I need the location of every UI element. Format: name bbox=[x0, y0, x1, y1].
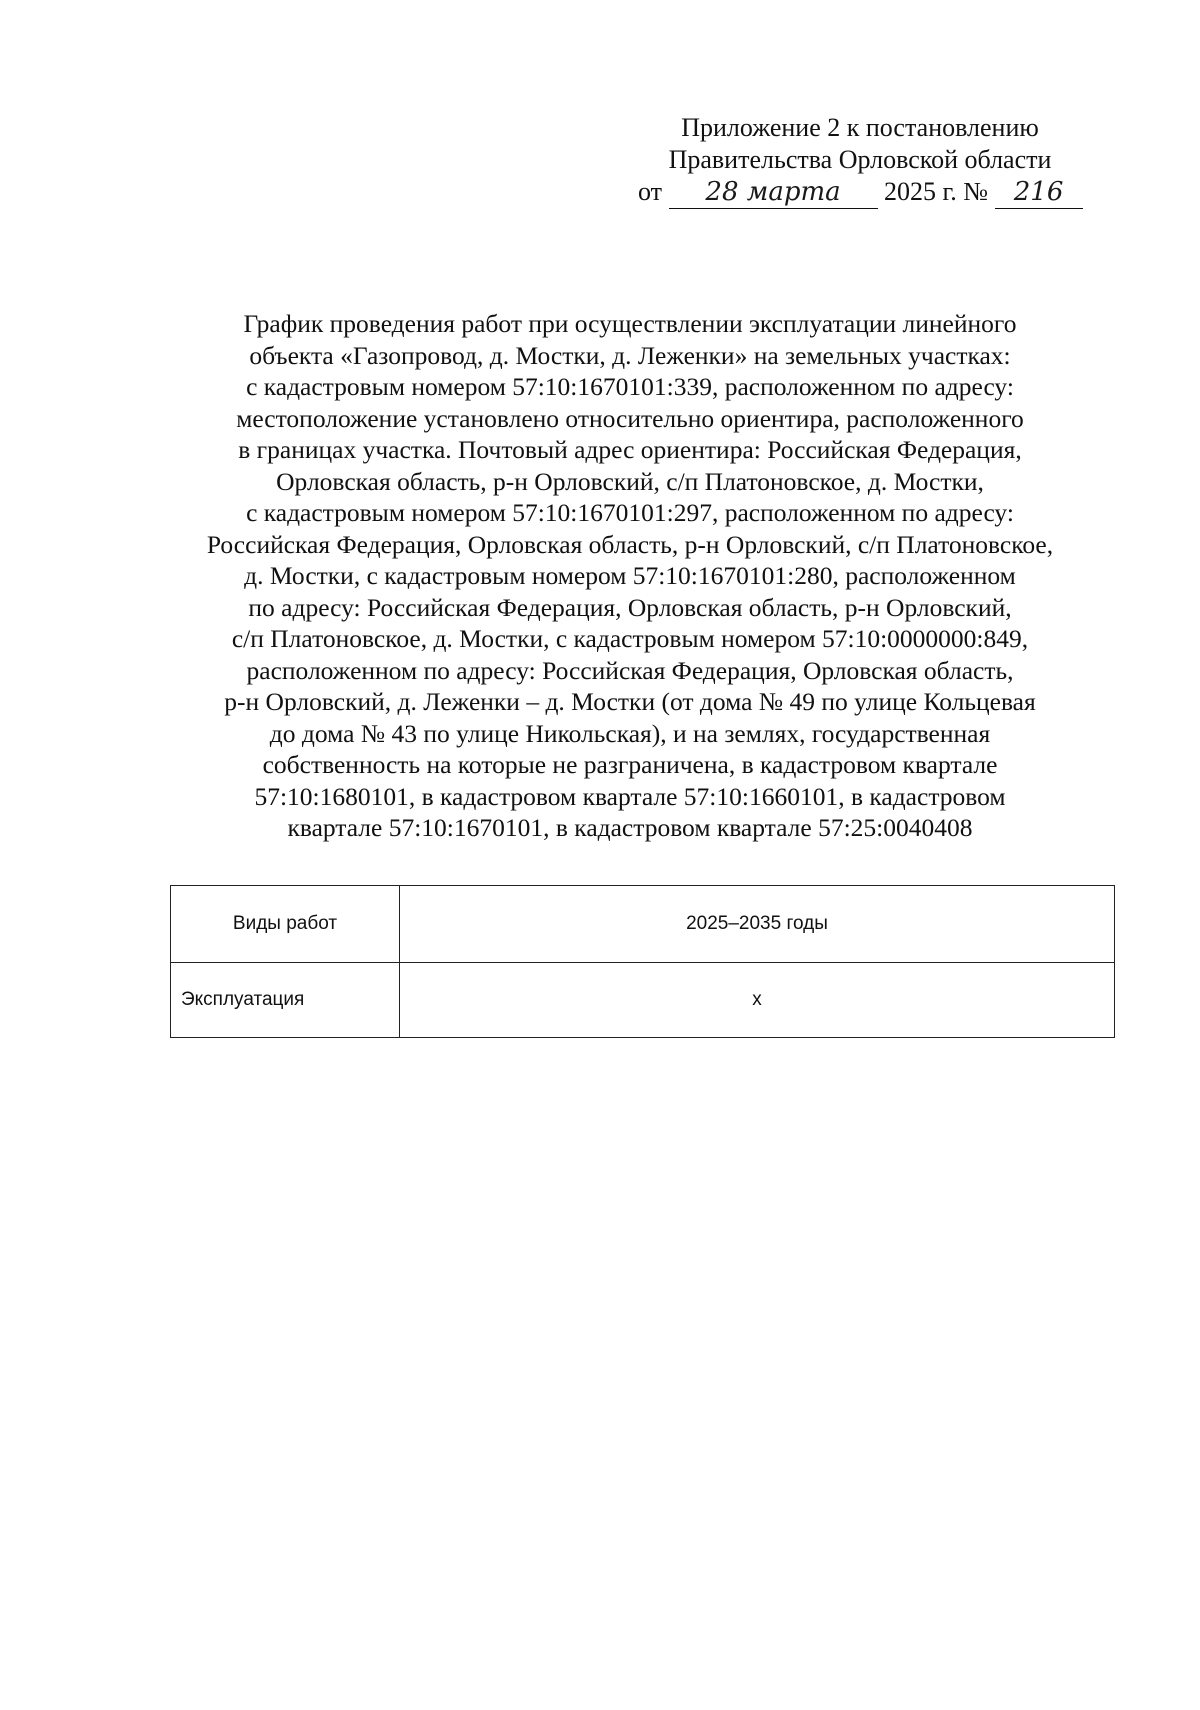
appendix-date-line bbox=[638, 176, 1098, 209]
cell-period-mark: x bbox=[400, 963, 1115, 1038]
title-line: объекта «Газопровод, д. Мостки, д. Леженки» на земельных участках: bbox=[249, 340, 1011, 370]
title-line: собственность на которые не разграничена, в кадастровом квартале bbox=[262, 750, 998, 779]
table-row bbox=[171, 963, 1115, 1038]
title-line: с/п Платоновское, д. Мостки, с кадастровым номером 57:10:0000000:849, bbox=[231, 624, 1029, 653]
appendix-prefix: от bbox=[638, 177, 663, 206]
title-line: расположенном по адресу: Российская Федерация, Орловская область, bbox=[246, 655, 1014, 685]
document-title bbox=[140, 308, 1120, 844]
header-period: 2025–2035 годы bbox=[400, 886, 1115, 963]
title-line: Российская Федерация, Орловская область, р-н Орловский, с/п Платоновское, bbox=[206, 529, 1054, 559]
title-line: в границах участка. Почтовый адрес ориентира: Российская Федерация, bbox=[238, 435, 1022, 464]
header-work-type: Виды работ bbox=[171, 886, 400, 963]
appendix-year: 2025 г. № bbox=[884, 177, 989, 206]
title-line: квартале 57:10:1670101, в кадастровом квартале 57:25:0040408 bbox=[287, 813, 973, 842]
title-line: Орловская область, р-н Орловский, с/п Платоновское, д. Мостки, bbox=[276, 466, 984, 496]
title-line: р-н Орловский, д. Леженки – д. Мостки (от дома № 49 по улице Кольцевая bbox=[224, 687, 1036, 716]
appendix-line-1: Приложение 2 к постановлению bbox=[681, 113, 1039, 142]
schedule-table bbox=[170, 885, 1115, 1038]
title-line: 57:10:1680101, в кадастровом квартале 57:10:1660101, в кадастровом bbox=[254, 781, 1006, 811]
appendix-line-2: Правительства Орловской области bbox=[668, 145, 1052, 174]
table-header-row bbox=[171, 886, 1115, 963]
handwritten-date: 28 марта bbox=[669, 176, 878, 209]
cell-work-type: Эксплуатация bbox=[171, 963, 400, 1038]
title-line: по адресу: Российская Федерация, Орловская область, р-н Орловский, bbox=[248, 592, 1012, 622]
appendix-header bbox=[640, 112, 1080, 176]
title-line: График проведения работ при осуществлении эксплуатации линейного bbox=[243, 309, 1017, 338]
handwritten-number: 216 bbox=[995, 176, 1083, 209]
title-line: с кадастровым номером 57:10:1670101:297, расположенном по адресу: bbox=[246, 498, 1014, 527]
title-line: с кадастровым номером 57:10:1670101:339, расположенном по адресу: bbox=[246, 372, 1014, 401]
title-line: местоположение установлено относительно ориентира, расположенного bbox=[236, 403, 1024, 433]
title-line: до дома № 43 по улице Никольская), и на землях, государственная bbox=[269, 718, 991, 748]
title-line: д. Мостки, с кадастровым номером 57:10:1670101:280, расположенном bbox=[244, 561, 1016, 590]
